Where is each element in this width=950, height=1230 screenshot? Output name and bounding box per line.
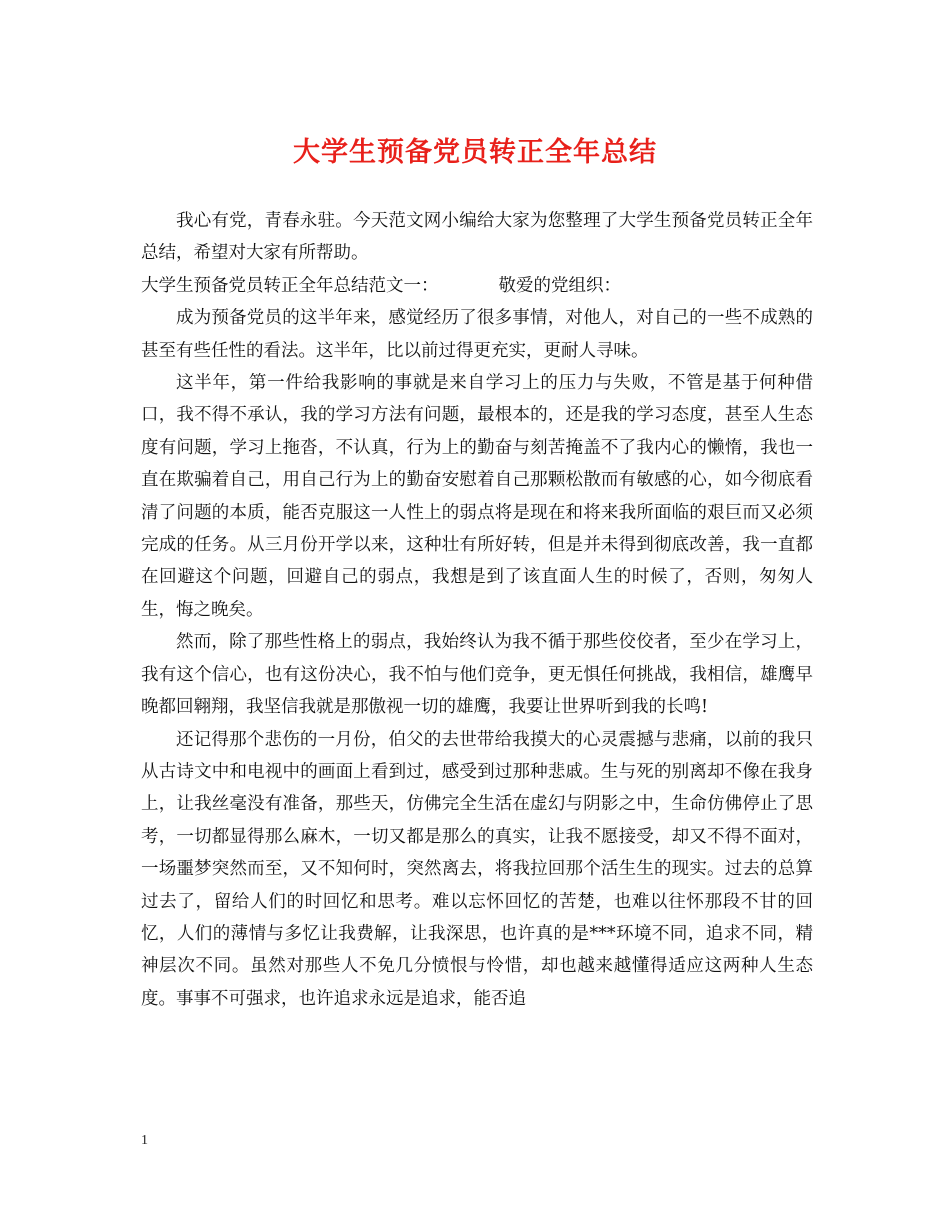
sample-heading: 大学生预备党员转正全年总结范文一： [141, 275, 439, 296]
intro-paragraph: 我心有党，青春永驻。今天范文网小编给大家为您整理了大学生预备党员转正全年总结，希望对大家有所帮助。 [141, 211, 813, 264]
body-paragraph: 然而，除了那些性格上的弱点，我始终认为我不循于那些佼佼者，至少在学习上，我有这个信心，也有这份决心，我不怕与他们竞争，更无惧任何挑战，我相信，雄鹰早晚都回翱翔，我坚信我就是那傲视一切的雄鹰，我要让世界听到我的长鸣! [141, 632, 813, 718]
body-paragraph: 这半年，第一件给我影响的事就是来自学习上的压力与失败，不管是基于何种借口，我不得不承认，我的学习方法有问题，最根本的，还是我的学习态度，甚至人生态度有问题，学习上拖沓，不认真，行为上的勤奋与刻苦掩盖不了我内心的懒惰，我也一直在欺骗着自己，用自己行为上的勤奋安慰着自己那颗松散而有敏感的心，如今彻底看清了问题的本质，能否克服这一人性上的弱点将是现在和将来我所面临的艰巨而又必须完成的任务。从三月份开学以来，这种壮有所好转，但是并未得到彻底改善，我一直都在回避这个问题，回避自己的弱点，我想是到了该直面人生的时候了，否则，匆匆人生，悔之晚矣。 [141, 373, 813, 620]
page-number: 1 [141, 1133, 148, 1148]
salutation: 敬爱的党组织： [498, 275, 621, 296]
document-body [141, 205, 813, 1015]
page-title: 大学生预备党员转正全年总结 [293, 137, 657, 168]
heading-line [141, 270, 813, 302]
body-paragraph: 成为预备党员的这半年来，感觉经历了很多事情，对他人，对自己的一些不成熟的甚至有些任性的看法。这半年，比以前过得更充实，更耐人寻味。 [141, 308, 813, 361]
body-paragraph: 还记得那个悲伤的一月份，伯父的去世带给我摸大的心灵震撼与悲痛，以前的我只从古诗文中和电视中的画面上看到过，感受到过那种悲戚。生与死的别离却不像在我身上，让我丝毫没有准备，那些天，仿佛完全生活在虚幻与阴影之中，生命仿佛停止了思考，一切都显得那么麻木，一切又都是那么的真实，让我不愿接受，却又不得不面对，一场噩梦突然而至，又不知何时，突然离去，将我拉回那个活生生的现实。过去的总算过去了，留给人们的时回忆和思考。难以忘怀回忆的苦楚，也难以往怀那段不甘的回忆，人们的薄情与多忆让我费解，让我深思，也许真的是***环境不同，追求不同，精神层次不同。虽然对那些人不免几分愤恨与怜惜，却也越来越懂得适应这两种人生态度。事事不可强求，也许追求永远是追求，能否追 [141, 729, 813, 1009]
